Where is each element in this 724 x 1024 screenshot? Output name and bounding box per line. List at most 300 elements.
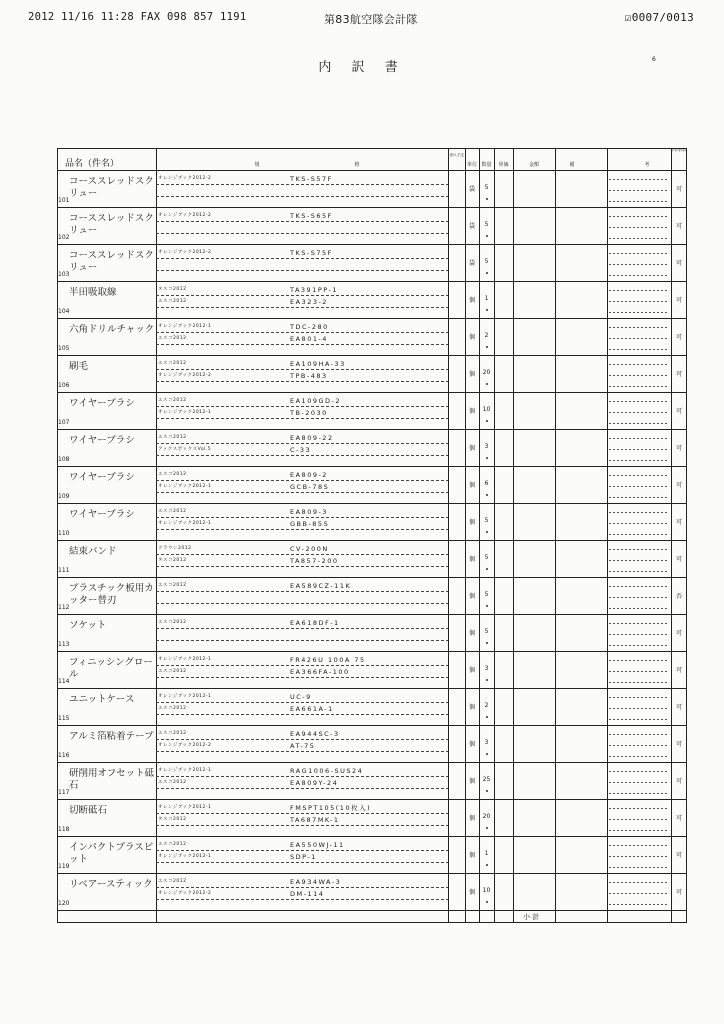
spec-underline xyxy=(156,603,448,604)
remarks-underline xyxy=(609,856,669,857)
spec-underline xyxy=(156,418,448,419)
row-rule xyxy=(57,540,687,541)
header-maker: 納入予定 xyxy=(450,153,464,157)
remarks-underline xyxy=(609,301,669,302)
remarks-underline xyxy=(609,253,669,254)
remarks-underline xyxy=(609,671,669,672)
table-border-top xyxy=(57,148,687,149)
equivalent-cell: 可 xyxy=(675,186,682,193)
tick-mark xyxy=(486,457,488,459)
tick-mark xyxy=(486,235,488,237)
spec-source xyxy=(158,631,288,640)
spec-code: SDP-1 xyxy=(290,853,317,861)
item-name: ユニットケース xyxy=(69,694,135,705)
remarks-underline xyxy=(609,608,669,609)
spec-source: オレンジブック2012-1 xyxy=(158,521,212,526)
remarks-underline xyxy=(609,475,669,476)
spec-source: エスコ2012 xyxy=(158,780,187,785)
equivalent-cell: 可 xyxy=(675,519,682,526)
column-rule xyxy=(513,148,514,922)
spec-code: GCB-78S xyxy=(290,483,330,491)
spec-code: EA809-2 xyxy=(290,471,328,479)
tick-mark xyxy=(486,420,488,422)
quantity-cell: 5 xyxy=(484,258,489,265)
spec-underline xyxy=(156,751,448,752)
spec-code: EA809-3 xyxy=(290,508,328,516)
header-name: 品名（件名） xyxy=(65,159,120,168)
remarks-underline xyxy=(609,734,669,735)
item-number: 101 xyxy=(58,197,70,204)
spec-code: EA109HA-33 xyxy=(290,360,346,368)
remarks-underline xyxy=(609,338,669,339)
spec-underline xyxy=(156,258,448,259)
row-rule xyxy=(57,244,687,245)
spec-code: EA323-2 xyxy=(290,298,328,306)
item-name: ワイヤーブラシ xyxy=(69,509,135,520)
spec-source: エスコ2012 xyxy=(158,509,187,514)
spec-source: オレンジブック2012-2 xyxy=(158,213,212,218)
spec-source: エスコ2012 xyxy=(158,398,187,403)
spec-source: エスコ2012 xyxy=(158,706,187,711)
item-number: 106 xyxy=(58,382,70,389)
spec-source: オレンジブック2012-1 xyxy=(158,410,212,415)
spec-code: UC-9 xyxy=(290,693,312,701)
spec-underline xyxy=(156,554,448,555)
spec-source xyxy=(158,594,288,603)
item-number: 109 xyxy=(58,493,70,500)
remarks-underline xyxy=(609,227,669,228)
spec-code: C-33 xyxy=(290,446,312,454)
tick-mark xyxy=(486,531,488,533)
header-qty: 数量 xyxy=(481,162,492,168)
remarks-underline xyxy=(609,375,669,376)
remarks-underline xyxy=(609,312,669,313)
spec-source: エスコ2012 xyxy=(158,731,187,736)
item-name: ワイヤーブラシ xyxy=(69,435,135,446)
spec-code: EA550WJ-11 xyxy=(290,841,345,849)
spec-source: エスコ2012 xyxy=(158,879,187,884)
header-unit-price: 単価 xyxy=(498,162,509,168)
remarks-underline xyxy=(609,549,669,550)
spec-underline xyxy=(156,295,448,296)
spec-underline xyxy=(156,776,448,777)
spec-underline xyxy=(156,369,448,370)
spec-code: EA801-4 xyxy=(290,335,328,343)
row-rule xyxy=(57,873,687,874)
remarks-underline xyxy=(609,460,669,461)
remarks-underline xyxy=(609,845,669,846)
equivalent-cell: 可 xyxy=(675,815,682,822)
remarks-underline xyxy=(609,571,669,572)
spec-code: EA589CZ-11K xyxy=(290,582,352,590)
remarks-underline xyxy=(609,808,669,809)
unit-cell: 個 xyxy=(468,556,475,563)
header-remarks-b: 考 xyxy=(644,162,650,168)
spec-code: GBB-85S xyxy=(290,520,330,528)
spec-source: エスコ2012 xyxy=(158,299,187,304)
remarks-underline xyxy=(609,904,669,905)
unit-cell: 個 xyxy=(468,334,475,341)
fax-header-sender: 第83航空隊会計隊 xyxy=(324,13,418,26)
spec-underline xyxy=(156,850,448,851)
item-number: 112 xyxy=(58,604,70,611)
row-rule xyxy=(57,614,687,615)
remarks-underline xyxy=(609,364,669,365)
unit-cell: 袋 xyxy=(468,223,475,230)
remarks-underline xyxy=(609,449,669,450)
remarks-underline xyxy=(609,190,669,191)
spec-underline xyxy=(156,270,448,271)
spec-underline xyxy=(156,406,448,407)
remarks-underline xyxy=(609,264,669,265)
spec-source: クラウン2012 xyxy=(158,546,192,551)
unit-cell: 個 xyxy=(468,815,475,822)
item-name: コーススレッドスクリュー xyxy=(69,176,154,199)
item-name: 切断砥石 xyxy=(69,805,108,816)
item-number: 118 xyxy=(58,826,70,833)
unit-cell: 個 xyxy=(468,630,475,637)
document-title: 内 訳 書 xyxy=(318,60,406,75)
subtotal-label: 小 計 xyxy=(523,913,540,921)
row-rule xyxy=(57,910,687,911)
unit-cell: 個 xyxy=(468,889,475,896)
tick-mark xyxy=(486,679,488,681)
remarks-underline xyxy=(609,882,669,883)
spec-underline xyxy=(156,665,448,666)
tick-mark xyxy=(486,753,488,755)
unit-cell: 個 xyxy=(468,852,475,859)
spec-code: EA809-22 xyxy=(290,434,334,442)
spec-underline xyxy=(156,307,448,308)
item-number: 102 xyxy=(58,234,70,241)
spec-code: TDC-280 xyxy=(290,323,329,331)
tick-mark xyxy=(486,272,488,274)
spec-code: EA661A-1 xyxy=(290,705,334,713)
spec-underline xyxy=(156,591,448,592)
row-rule xyxy=(57,429,687,430)
column-rule xyxy=(494,148,495,922)
column-rule xyxy=(555,148,556,922)
unit-cell: 個 xyxy=(468,593,475,600)
item-number: 117 xyxy=(58,789,70,796)
tick-mark xyxy=(486,790,488,792)
remarks-underline xyxy=(609,893,669,894)
row-rule xyxy=(57,281,687,282)
spec-source: タスコ2012 xyxy=(158,817,187,822)
item-number: 120 xyxy=(58,900,70,907)
item-number: 104 xyxy=(58,308,70,315)
remarks-underline xyxy=(609,438,669,439)
equivalent-cell: 可 xyxy=(675,408,682,415)
header-equal: 同等品 xyxy=(672,148,686,153)
spec-underline xyxy=(156,332,448,333)
spec-source: エスコ2012 xyxy=(158,472,187,477)
row-rule xyxy=(57,688,687,689)
spec-source: タスコ2012 xyxy=(158,558,187,563)
unit-cell: 個 xyxy=(468,778,475,785)
item-name: アルミ箔粘着テープ xyxy=(69,731,154,742)
quantity-cell: 20 xyxy=(482,369,491,376)
equivalent-cell: 可 xyxy=(675,852,682,859)
equivalent-cell: 可 xyxy=(675,556,682,563)
quantity-cell: 10 xyxy=(482,887,491,894)
spec-code: TPB-483 xyxy=(290,372,328,380)
page-mark: 6 xyxy=(652,56,656,63)
remarks-underline xyxy=(609,412,669,413)
quantity-cell: 3 xyxy=(484,739,489,746)
table-border-bottom xyxy=(57,922,687,923)
item-number: 116 xyxy=(58,752,70,759)
spec-code: AT-75 xyxy=(290,742,316,750)
fax-header-left: 2012 11/16 11:28 FAX 098 857 1191 xyxy=(28,11,247,23)
spec-code: TA687MK-1 xyxy=(290,816,340,824)
remarks-underline xyxy=(609,349,669,350)
remarks-underline xyxy=(609,201,669,202)
spec-underline xyxy=(156,714,448,715)
spec-code: EA109GD-2 xyxy=(290,397,341,405)
remarks-underline xyxy=(609,386,669,387)
equivalent-cell: 可 xyxy=(675,297,682,304)
remarks-underline xyxy=(609,401,669,402)
equivalent-cell: 可 xyxy=(675,630,682,637)
unit-cell: 個 xyxy=(468,297,475,304)
item-number: 103 xyxy=(58,271,70,278)
spec-code: EA618DF-1 xyxy=(290,619,340,627)
item-number: 113 xyxy=(58,641,70,648)
unit-cell: 個 xyxy=(468,741,475,748)
tick-mark xyxy=(486,901,488,903)
spec-code xyxy=(290,261,450,270)
remarks-underline xyxy=(609,645,669,646)
spec-code: TA391PP-1 xyxy=(290,286,338,294)
spec-underline xyxy=(156,788,448,789)
spec-underline xyxy=(156,529,448,530)
spec-underline xyxy=(156,480,448,481)
spec-underline xyxy=(156,566,448,567)
item-name: 刷毛 xyxy=(69,361,89,372)
quantity-cell: 20 xyxy=(482,813,491,820)
quantity-cell: 10 xyxy=(482,406,491,413)
spec-source: オレンジブック2012-1 xyxy=(158,484,212,489)
unit-cell: 個 xyxy=(468,704,475,711)
spec-source xyxy=(158,261,288,270)
unit-cell: 個 xyxy=(468,371,475,378)
equivalent-cell: 可 xyxy=(675,704,682,711)
spec-source xyxy=(158,224,288,233)
spec-source: エスコ2012 xyxy=(158,842,187,847)
remarks-underline xyxy=(609,534,669,535)
spec-code: DM-114 xyxy=(290,890,325,898)
spec-code: TA857-200 xyxy=(290,557,339,565)
row-rule xyxy=(57,318,687,319)
row-rule xyxy=(57,577,687,578)
quantity-cell: 2 xyxy=(484,702,489,709)
item-name: 六角ドリルチャック xyxy=(69,324,155,335)
unit-cell: 個 xyxy=(468,408,475,415)
spec-underline xyxy=(156,443,448,444)
remarks-underline xyxy=(609,238,669,239)
column-rule xyxy=(607,148,608,922)
remarks-underline xyxy=(609,523,669,524)
equivalent-cell: 可 xyxy=(675,889,682,896)
item-number: 105 xyxy=(58,345,70,352)
row-rule xyxy=(57,725,687,726)
item-name: ワイヤーブラシ xyxy=(69,472,135,483)
remarks-underline xyxy=(609,756,669,757)
spec-source: オレンジブック2012-1 xyxy=(158,768,212,773)
tick-mark xyxy=(486,864,488,866)
spec-underline xyxy=(156,628,448,629)
equivalent-cell: 可 xyxy=(675,260,682,267)
row-rule xyxy=(57,651,687,652)
item-name: フィニッシングロール xyxy=(69,657,153,680)
remarks-underline xyxy=(609,745,669,746)
header-rule xyxy=(57,170,687,171)
unit-cell: 袋 xyxy=(468,260,475,267)
item-name: ワイヤーブラシ xyxy=(69,398,135,409)
item-name: 半田吸取線 xyxy=(69,287,117,298)
unit-cell: 袋 xyxy=(468,186,475,193)
remarks-underline xyxy=(609,660,669,661)
quantity-cell: 2 xyxy=(484,332,489,339)
spec-underline xyxy=(156,233,448,234)
spec-source: オレンジブック2012-1 xyxy=(158,854,212,859)
spec-source: オレンジブック2012-2 xyxy=(158,891,212,896)
row-rule xyxy=(57,207,687,208)
spec-underline xyxy=(156,492,448,493)
quantity-cell: 5 xyxy=(484,517,489,524)
equivalent-cell: 可 xyxy=(675,741,682,748)
spec-code: EA944SC-3 xyxy=(290,730,340,738)
remarks-underline xyxy=(609,497,669,498)
spec-underline xyxy=(156,677,448,678)
item-number: 107 xyxy=(58,419,70,426)
spec-source: オレンジブック2012-2 xyxy=(158,743,212,748)
spec-source: エスコ2012 xyxy=(158,620,187,625)
spec-code: EA934WA-3 xyxy=(290,878,342,886)
equivalent-cell: 可 xyxy=(675,223,682,230)
item-name: 結束バンド xyxy=(69,546,117,557)
remarks-underline xyxy=(609,179,669,180)
spec-underline xyxy=(156,455,448,456)
item-name: プラスチック板用カッター替刃 xyxy=(69,583,154,606)
spec-code: TKS-S65F xyxy=(290,212,333,220)
item-name: 研削用オフセット砥石 xyxy=(69,768,155,791)
row-rule xyxy=(57,466,687,467)
tick-mark xyxy=(486,568,488,570)
tick-mark xyxy=(486,494,488,496)
row-rule xyxy=(57,503,687,504)
quantity-cell: 5 xyxy=(484,184,489,191)
spec-code: FR426U 100A 75 xyxy=(290,656,366,664)
spec-code xyxy=(290,187,450,196)
spec-underline xyxy=(156,381,448,382)
remarks-underline xyxy=(609,867,669,868)
remarks-underline xyxy=(609,623,669,624)
tick-mark xyxy=(486,642,488,644)
unit-cell: 個 xyxy=(468,482,475,489)
row-rule xyxy=(57,762,687,763)
remarks-underline xyxy=(609,423,669,424)
spec-code: TKS-S75F xyxy=(290,249,333,257)
spec-code xyxy=(290,594,450,603)
item-name: コーススレッドスクリュー xyxy=(69,250,154,273)
row-rule xyxy=(57,392,687,393)
unit-cell: 個 xyxy=(468,445,475,452)
spec-source: オレンジブック2012-2 xyxy=(158,373,212,378)
item-number: 110 xyxy=(58,530,70,537)
spec-source: タスコ2012 xyxy=(158,287,187,292)
spec-underline xyxy=(156,825,448,826)
item-number: 111 xyxy=(58,567,70,574)
spec-underline xyxy=(156,887,448,888)
spec-underline xyxy=(156,813,448,814)
quantity-cell: 3 xyxy=(484,443,489,450)
spec-source: エスコ2012 xyxy=(158,583,187,588)
row-rule xyxy=(57,836,687,837)
spec-code xyxy=(290,631,450,640)
spec-code: EA366FA-100 xyxy=(290,668,350,676)
item-number: 108 xyxy=(58,456,70,463)
breakdown-table xyxy=(57,148,687,921)
remarks-underline xyxy=(609,719,669,720)
remarks-underline xyxy=(609,708,669,709)
spec-underline xyxy=(156,739,448,740)
tick-mark xyxy=(486,346,488,348)
row-rule xyxy=(57,799,687,800)
spec-source: エスコ2012 xyxy=(158,361,187,366)
header-unit: 単位 xyxy=(466,162,477,168)
header-spec-b: 格 xyxy=(354,162,360,168)
spec-code: FMSPT105(10枚入) xyxy=(290,804,372,812)
spec-underline xyxy=(156,702,448,703)
spec-underline xyxy=(156,899,448,900)
remarks-underline xyxy=(609,597,669,598)
spec-source: オレンジブック2012-1 xyxy=(158,694,212,699)
remarks-underline xyxy=(609,560,669,561)
spec-source: エスコ2012 xyxy=(158,336,187,341)
quantity-cell: 6 xyxy=(484,480,489,487)
spec-code: TB-2030 xyxy=(290,409,328,417)
remarks-underline xyxy=(609,512,669,513)
equivalent-cell: 可 xyxy=(675,334,682,341)
spec-underline xyxy=(156,517,448,518)
spec-code: EA809Y-24 xyxy=(290,779,339,787)
item-name: リベアースティック xyxy=(69,879,153,890)
spec-source: エスコ2012 xyxy=(158,669,187,674)
spec-source: アックスボックスVol.5 xyxy=(158,447,212,452)
equivalent-cell: 可 xyxy=(675,371,682,378)
quantity-cell: 3 xyxy=(484,665,489,672)
remarks-underline xyxy=(609,327,669,328)
spec-source: オレンジブック2012-2 xyxy=(158,250,212,255)
row-rule xyxy=(57,355,687,356)
remarks-underline xyxy=(609,290,669,291)
spec-code xyxy=(290,224,450,233)
tick-mark xyxy=(486,198,488,200)
item-number: 115 xyxy=(58,715,70,722)
equivalent-cell: 可 xyxy=(675,482,682,489)
remarks-underline xyxy=(609,586,669,587)
quantity-cell: 1 xyxy=(484,295,489,302)
spec-source: オレンジブック2012-1 xyxy=(158,324,212,329)
remarks-underline xyxy=(609,634,669,635)
equivalent-cell: 可 xyxy=(675,445,682,452)
spec-code: RAG1006-SUS24 xyxy=(290,767,364,775)
item-name: ソケット xyxy=(69,620,107,631)
spec-source: オレンジブック2012-1 xyxy=(158,805,212,810)
remarks-underline xyxy=(609,697,669,698)
